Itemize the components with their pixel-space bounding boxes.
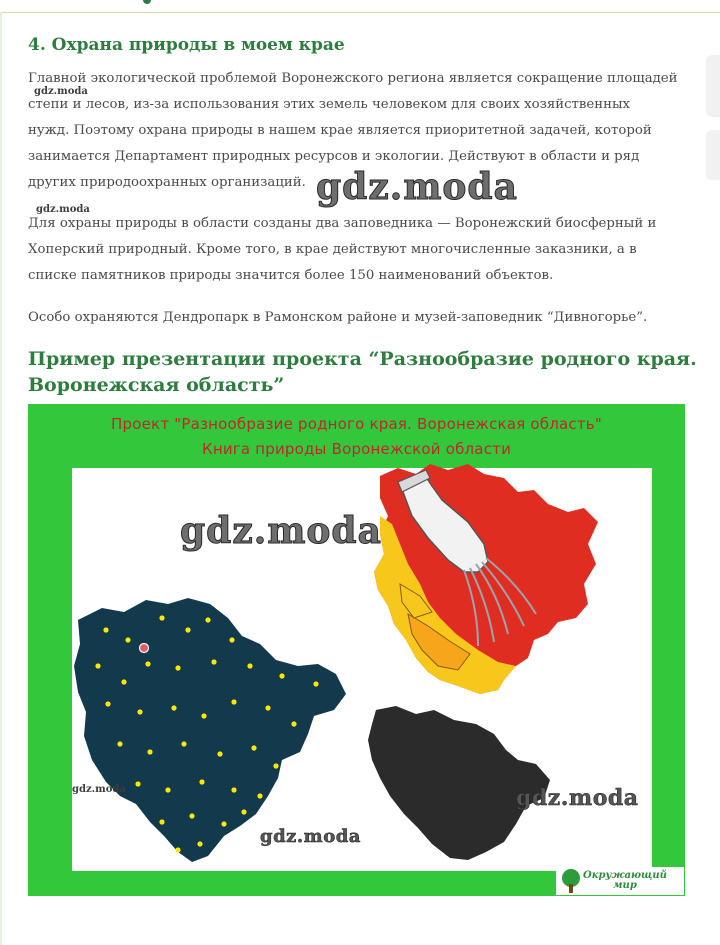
watermark: gdz.moda [34,86,88,97]
region-map-red-yellow [374,464,598,694]
region-map-black [368,706,550,860]
okruzhayushchiy-mir-badge [583,867,683,895]
left-rule [0,12,2,945]
paragraph-protected-sites: Особо охраняются Дендропарк в Рамонском районе и музей-заповедник “Дивногорье”. [28,310,648,325]
watermark: gdz.moda [260,826,361,847]
watermark: gdz.moda [316,166,518,208]
presentation-slide-image [28,404,685,896]
section-title: 4. Охрана природы в моем крае [28,35,345,55]
region-map-blue-dots [74,598,346,862]
slide-title-line1: Проект "Разнообразие родного края. Воронежская область" [111,415,602,433]
presentation-subtitle: Пример презентации проекта “Разнообразие родного края. Воронежская область” [28,348,697,396]
watermark: gdz.moda [516,785,639,811]
top-border [0,0,720,13]
watermark: gdz.moda [36,204,90,215]
paragraph-ecology-problem: Главной экологической проблемой Воронежского региона является сокращение площадей степи и лесов, из-за использования этих земель человеком для своих хозяйственных нужд. Поэтому охрана природы в нашем крае является приоритетной задачей, которой занимается Департамент природных ресурсов и экологии. Действуют в области и ряд других природоохранных организаций. [28,71,678,190]
right-sidebar-panel[interactable] [706,55,720,117]
right-sidebar-panel[interactable] [706,130,720,180]
paragraph-reserves: Для охраны природы в области созданы два заповедника — Воронежский биосферный и Хоперский природный. Кроме того, в крае действуют многочисленные заказники, а в списке памятников природы значится более 150 наименований объектов. [28,216,657,283]
watermark: gdz.moda [72,784,126,795]
slide-title-line2: Книга природы Воронежской области [201,440,512,458]
badge-text: Окружающий мир [583,870,667,891]
watermark: gdz.moda [180,510,382,552]
slide-maps [28,404,685,896]
